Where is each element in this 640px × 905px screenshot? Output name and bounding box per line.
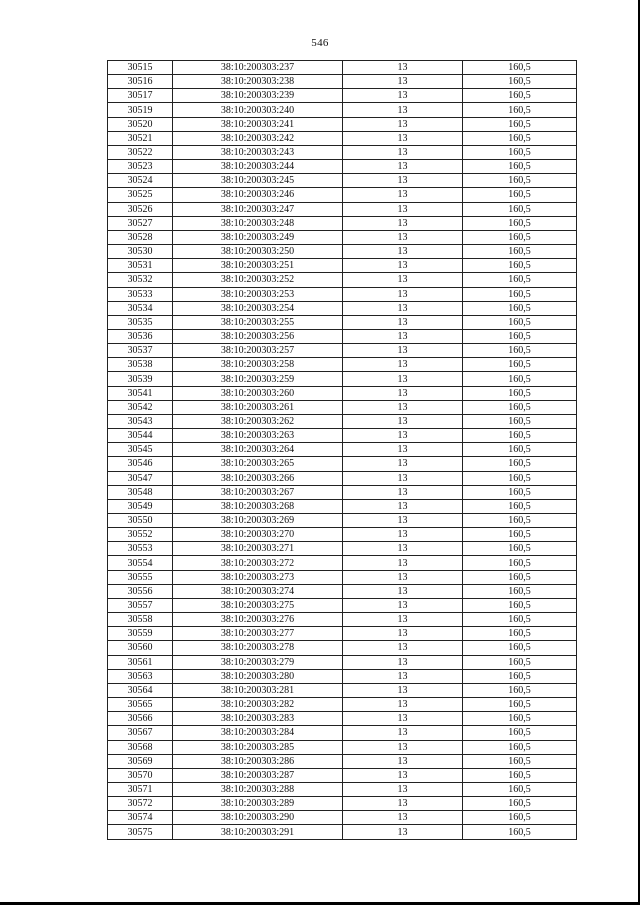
area-cell: 160,5: [463, 485, 577, 499]
count-cell: 13: [343, 429, 463, 443]
count-cell: 13: [343, 641, 463, 655]
area-cell: 160,5: [463, 386, 577, 400]
area-cell: 160,5: [463, 145, 577, 159]
id-cell: 30546: [108, 457, 173, 471]
count-cell: 13: [343, 683, 463, 697]
cadastral-number-cell: 38:10:200303:240: [173, 103, 343, 117]
id-cell: 30544: [108, 429, 173, 443]
count-cell: 13: [343, 598, 463, 612]
id-cell: 30533: [108, 287, 173, 301]
area-cell: 160,5: [463, 301, 577, 315]
area-cell: 160,5: [463, 202, 577, 216]
id-cell: 30522: [108, 145, 173, 159]
count-cell: 13: [343, 400, 463, 414]
id-cell: 30541: [108, 386, 173, 400]
count-cell: 13: [343, 103, 463, 117]
id-cell: 30555: [108, 570, 173, 584]
area-cell: 160,5: [463, 188, 577, 202]
table-row: [108, 160, 577, 174]
id-cell: 30564: [108, 683, 173, 697]
area-cell: 160,5: [463, 514, 577, 528]
id-cell: 30571: [108, 782, 173, 796]
count-cell: 13: [343, 216, 463, 230]
cadastral-number-cell: 38:10:200303:244: [173, 160, 343, 174]
cadastral-number-cell: 38:10:200303:247: [173, 202, 343, 216]
cadastral-number-cell: 38:10:200303:291: [173, 825, 343, 839]
cadastral-number-cell: 38:10:200303:250: [173, 245, 343, 259]
area-cell: 160,5: [463, 471, 577, 485]
id-cell: 30524: [108, 174, 173, 188]
table-row: [108, 726, 577, 740]
count-cell: 13: [343, 344, 463, 358]
table-row: [108, 499, 577, 513]
cadastral-number-cell: 38:10:200303:267: [173, 485, 343, 499]
area-cell: 160,5: [463, 61, 577, 75]
area-cell: 160,5: [463, 160, 577, 174]
table-row: [108, 230, 577, 244]
table-row: [108, 740, 577, 754]
area-cell: 160,5: [463, 683, 577, 697]
table-row: [108, 61, 577, 75]
area-cell: 160,5: [463, 230, 577, 244]
table-row: [108, 443, 577, 457]
id-cell: 30547: [108, 471, 173, 485]
area-cell: 160,5: [463, 740, 577, 754]
area-cell: 160,5: [463, 726, 577, 740]
registry-table-container: [107, 60, 576, 840]
count-cell: 13: [343, 528, 463, 542]
table-row: [108, 570, 577, 584]
table-row: [108, 245, 577, 259]
id-cell: 30563: [108, 669, 173, 683]
count-cell: 13: [343, 768, 463, 782]
area-cell: 160,5: [463, 117, 577, 131]
area-cell: 160,5: [463, 499, 577, 513]
cadastral-number-cell: 38:10:200303:272: [173, 556, 343, 570]
count-cell: 13: [343, 315, 463, 329]
id-cell: 30531: [108, 259, 173, 273]
id-cell: 30539: [108, 372, 173, 386]
count-cell: 13: [343, 358, 463, 372]
cadastral-number-cell: 38:10:200303:238: [173, 75, 343, 89]
area-cell: 160,5: [463, 216, 577, 230]
count-cell: 13: [343, 75, 463, 89]
table-row: [108, 315, 577, 329]
cadastral-number-cell: 38:10:200303:280: [173, 669, 343, 683]
area-cell: 160,5: [463, 698, 577, 712]
id-cell: 30552: [108, 528, 173, 542]
cadastral-number-cell: 38:10:200303:263: [173, 429, 343, 443]
area-cell: 160,5: [463, 457, 577, 471]
count-cell: 13: [343, 499, 463, 513]
table-row: [108, 287, 577, 301]
table-row: [108, 400, 577, 414]
table-row: [108, 768, 577, 782]
area-cell: 160,5: [463, 75, 577, 89]
id-cell: 30543: [108, 414, 173, 428]
cadastral-number-cell: 38:10:200303:264: [173, 443, 343, 457]
table-row: [108, 627, 577, 641]
count-cell: 13: [343, 514, 463, 528]
cadastral-number-cell: 38:10:200303:269: [173, 514, 343, 528]
id-cell: 30515: [108, 61, 173, 75]
table-row: [108, 825, 577, 839]
table-row: [108, 514, 577, 528]
table-row: [108, 344, 577, 358]
cadastral-number-cell: 38:10:200303:278: [173, 641, 343, 655]
count-cell: 13: [343, 230, 463, 244]
table-row: [108, 584, 577, 598]
table-row: [108, 429, 577, 443]
count-cell: 13: [343, 627, 463, 641]
count-cell: 13: [343, 329, 463, 343]
table-row: [108, 542, 577, 556]
area-cell: 160,5: [463, 259, 577, 273]
count-cell: 13: [343, 61, 463, 75]
cadastral-number-cell: 38:10:200303:277: [173, 627, 343, 641]
id-cell: 30549: [108, 499, 173, 513]
count-cell: 13: [343, 457, 463, 471]
count-cell: 13: [343, 570, 463, 584]
area-cell: 160,5: [463, 641, 577, 655]
area-cell: 160,5: [463, 598, 577, 612]
id-cell: 30538: [108, 358, 173, 372]
count-cell: 13: [343, 825, 463, 839]
count-cell: 13: [343, 811, 463, 825]
id-cell: 30534: [108, 301, 173, 315]
count-cell: 13: [343, 386, 463, 400]
count-cell: 13: [343, 471, 463, 485]
area-cell: 160,5: [463, 329, 577, 343]
area-cell: 160,5: [463, 400, 577, 414]
id-cell: 30566: [108, 712, 173, 726]
cadastral-number-cell: 38:10:200303:266: [173, 471, 343, 485]
table-row: [108, 641, 577, 655]
area-cell: 160,5: [463, 315, 577, 329]
count-cell: 13: [343, 145, 463, 159]
table-row: [108, 754, 577, 768]
id-cell: 30567: [108, 726, 173, 740]
table-row: [108, 131, 577, 145]
cadastral-number-cell: 38:10:200303:243: [173, 145, 343, 159]
table-row: [108, 103, 577, 117]
table-row: [108, 188, 577, 202]
cadastral-number-cell: 38:10:200303:275: [173, 598, 343, 612]
id-cell: 30560: [108, 641, 173, 655]
cadastral-number-cell: 38:10:200303:271: [173, 542, 343, 556]
cadastral-number-cell: 38:10:200303:260: [173, 386, 343, 400]
cadastral-number-cell: 38:10:200303:286: [173, 754, 343, 768]
cadastral-number-cell: 38:10:200303:258: [173, 358, 343, 372]
count-cell: 13: [343, 287, 463, 301]
area-cell: 160,5: [463, 556, 577, 570]
area-cell: 160,5: [463, 372, 577, 386]
area-cell: 160,5: [463, 528, 577, 542]
area-cell: 160,5: [463, 797, 577, 811]
cadastral-number-cell: 38:10:200303:241: [173, 117, 343, 131]
id-cell: 30527: [108, 216, 173, 230]
table-row: [108, 372, 577, 386]
cadastral-number-cell: 38:10:200303:289: [173, 797, 343, 811]
area-cell: 160,5: [463, 542, 577, 556]
cadastral-number-cell: 38:10:200303:282: [173, 698, 343, 712]
table-row: [108, 202, 577, 216]
table-row: [108, 145, 577, 159]
id-cell: 30556: [108, 584, 173, 598]
id-cell: 30532: [108, 273, 173, 287]
area-cell: 160,5: [463, 131, 577, 145]
table-row: [108, 174, 577, 188]
area-cell: 160,5: [463, 245, 577, 259]
id-cell: 30575: [108, 825, 173, 839]
table-row: [108, 89, 577, 103]
count-cell: 13: [343, 160, 463, 174]
area-cell: 160,5: [463, 570, 577, 584]
cadastral-number-cell: 38:10:200303:284: [173, 726, 343, 740]
id-cell: 30523: [108, 160, 173, 174]
count-cell: 13: [343, 89, 463, 103]
cadastral-number-cell: 38:10:200303:261: [173, 400, 343, 414]
count-cell: 13: [343, 797, 463, 811]
id-cell: 30528: [108, 230, 173, 244]
area-cell: 160,5: [463, 103, 577, 117]
area-cell: 160,5: [463, 358, 577, 372]
table-row: [108, 712, 577, 726]
cadastral-number-cell: 38:10:200303:246: [173, 188, 343, 202]
count-cell: 13: [343, 740, 463, 754]
id-cell: 30568: [108, 740, 173, 754]
count-cell: 13: [343, 301, 463, 315]
count-cell: 13: [343, 726, 463, 740]
id-cell: 30574: [108, 811, 173, 825]
table-row: [108, 528, 577, 542]
cadastral-number-cell: 38:10:200303:270: [173, 528, 343, 542]
cadastral-number-cell: 38:10:200303:253: [173, 287, 343, 301]
table-row: [108, 683, 577, 697]
cadastral-number-cell: 38:10:200303:290: [173, 811, 343, 825]
area-cell: 160,5: [463, 782, 577, 796]
cadastral-number-cell: 38:10:200303:242: [173, 131, 343, 145]
cadastral-number-cell: 38:10:200303:245: [173, 174, 343, 188]
count-cell: 13: [343, 131, 463, 145]
area-cell: 160,5: [463, 89, 577, 103]
count-cell: 13: [343, 443, 463, 457]
count-cell: 13: [343, 485, 463, 499]
count-cell: 13: [343, 174, 463, 188]
area-cell: 160,5: [463, 613, 577, 627]
area-cell: 160,5: [463, 429, 577, 443]
id-cell: 30572: [108, 797, 173, 811]
id-cell: 30565: [108, 698, 173, 712]
cadastral-number-cell: 38:10:200303:255: [173, 315, 343, 329]
id-cell: 30530: [108, 245, 173, 259]
count-cell: 13: [343, 372, 463, 386]
id-cell: 30561: [108, 655, 173, 669]
table-row: [108, 358, 577, 372]
id-cell: 30526: [108, 202, 173, 216]
cadastral-number-cell: 38:10:200303:279: [173, 655, 343, 669]
registry-table: [107, 60, 577, 840]
id-cell: 30548: [108, 485, 173, 499]
cadastral-number-cell: 38:10:200303:262: [173, 414, 343, 428]
area-cell: 160,5: [463, 273, 577, 287]
cadastral-number-cell: 38:10:200303:265: [173, 457, 343, 471]
id-cell: 30542: [108, 400, 173, 414]
table-row: [108, 598, 577, 612]
table-row: [108, 301, 577, 315]
table-row: [108, 414, 577, 428]
cadastral-number-cell: 38:10:200303:252: [173, 273, 343, 287]
cadastral-number-cell: 38:10:200303:283: [173, 712, 343, 726]
table-row: [108, 216, 577, 230]
table-row: [108, 471, 577, 485]
cadastral-number-cell: 38:10:200303:273: [173, 570, 343, 584]
cadastral-number-cell: 38:10:200303:239: [173, 89, 343, 103]
id-cell: 30517: [108, 89, 173, 103]
id-cell: 30535: [108, 315, 173, 329]
count-cell: 13: [343, 117, 463, 131]
table-row: [108, 797, 577, 811]
area-cell: 160,5: [463, 712, 577, 726]
count-cell: 13: [343, 655, 463, 669]
count-cell: 13: [343, 273, 463, 287]
id-cell: 30558: [108, 613, 173, 627]
count-cell: 13: [343, 669, 463, 683]
table-row: [108, 329, 577, 343]
area-cell: 160,5: [463, 754, 577, 768]
area-cell: 160,5: [463, 584, 577, 598]
area-cell: 160,5: [463, 287, 577, 301]
count-cell: 13: [343, 556, 463, 570]
cadastral-number-cell: 38:10:200303:254: [173, 301, 343, 315]
table-row: [108, 556, 577, 570]
table-row: [108, 782, 577, 796]
table-row: [108, 613, 577, 627]
id-cell: 30536: [108, 329, 173, 343]
count-cell: 13: [343, 754, 463, 768]
cadastral-number-cell: 38:10:200303:276: [173, 613, 343, 627]
page-number: 546: [311, 37, 329, 49]
id-cell: 30521: [108, 131, 173, 145]
area-cell: 160,5: [463, 655, 577, 669]
count-cell: 13: [343, 245, 463, 259]
count-cell: 13: [343, 542, 463, 556]
id-cell: 30569: [108, 754, 173, 768]
cadastral-number-cell: 38:10:200303:259: [173, 372, 343, 386]
count-cell: 13: [343, 188, 463, 202]
count-cell: 13: [343, 782, 463, 796]
registry-table-body: [108, 61, 577, 840]
table-row: [108, 698, 577, 712]
count-cell: 13: [343, 698, 463, 712]
cadastral-number-cell: 38:10:200303:257: [173, 344, 343, 358]
table-row: [108, 386, 577, 400]
cadastral-number-cell: 38:10:200303:237: [173, 61, 343, 75]
id-cell: 30537: [108, 344, 173, 358]
area-cell: 160,5: [463, 627, 577, 641]
area-cell: 160,5: [463, 443, 577, 457]
area-cell: 160,5: [463, 811, 577, 825]
table-row: [108, 457, 577, 471]
cadastral-number-cell: 38:10:200303:287: [173, 768, 343, 782]
table-row: [108, 259, 577, 273]
cadastral-number-cell: 38:10:200303:256: [173, 329, 343, 343]
table-row: [108, 811, 577, 825]
id-cell: 30553: [108, 542, 173, 556]
id-cell: 30550: [108, 514, 173, 528]
cadastral-number-cell: 38:10:200303:248: [173, 216, 343, 230]
id-cell: 30516: [108, 75, 173, 89]
area-cell: 160,5: [463, 825, 577, 839]
area-cell: 160,5: [463, 344, 577, 358]
table-row: [108, 117, 577, 131]
id-cell: 30519: [108, 103, 173, 117]
table-row: [108, 655, 577, 669]
table-row: [108, 485, 577, 499]
id-cell: 30520: [108, 117, 173, 131]
count-cell: 13: [343, 202, 463, 216]
id-cell: 30559: [108, 627, 173, 641]
cadastral-number-cell: 38:10:200303:281: [173, 683, 343, 697]
count-cell: 13: [343, 712, 463, 726]
cadastral-number-cell: 38:10:200303:285: [173, 740, 343, 754]
id-cell: 30554: [108, 556, 173, 570]
table-row: [108, 75, 577, 89]
cadastral-number-cell: 38:10:200303:251: [173, 259, 343, 273]
area-cell: 160,5: [463, 414, 577, 428]
id-cell: 30570: [108, 768, 173, 782]
count-cell: 13: [343, 259, 463, 273]
id-cell: 30545: [108, 443, 173, 457]
id-cell: 30525: [108, 188, 173, 202]
table-row: [108, 669, 577, 683]
id-cell: 30557: [108, 598, 173, 612]
area-cell: 160,5: [463, 669, 577, 683]
cadastral-number-cell: 38:10:200303:274: [173, 584, 343, 598]
cadastral-number-cell: 38:10:200303:249: [173, 230, 343, 244]
area-cell: 160,5: [463, 768, 577, 782]
count-cell: 13: [343, 613, 463, 627]
table-row: [108, 273, 577, 287]
cadastral-number-cell: 38:10:200303:288: [173, 782, 343, 796]
count-cell: 13: [343, 584, 463, 598]
count-cell: 13: [343, 414, 463, 428]
area-cell: 160,5: [463, 174, 577, 188]
cadastral-number-cell: 38:10:200303:268: [173, 499, 343, 513]
